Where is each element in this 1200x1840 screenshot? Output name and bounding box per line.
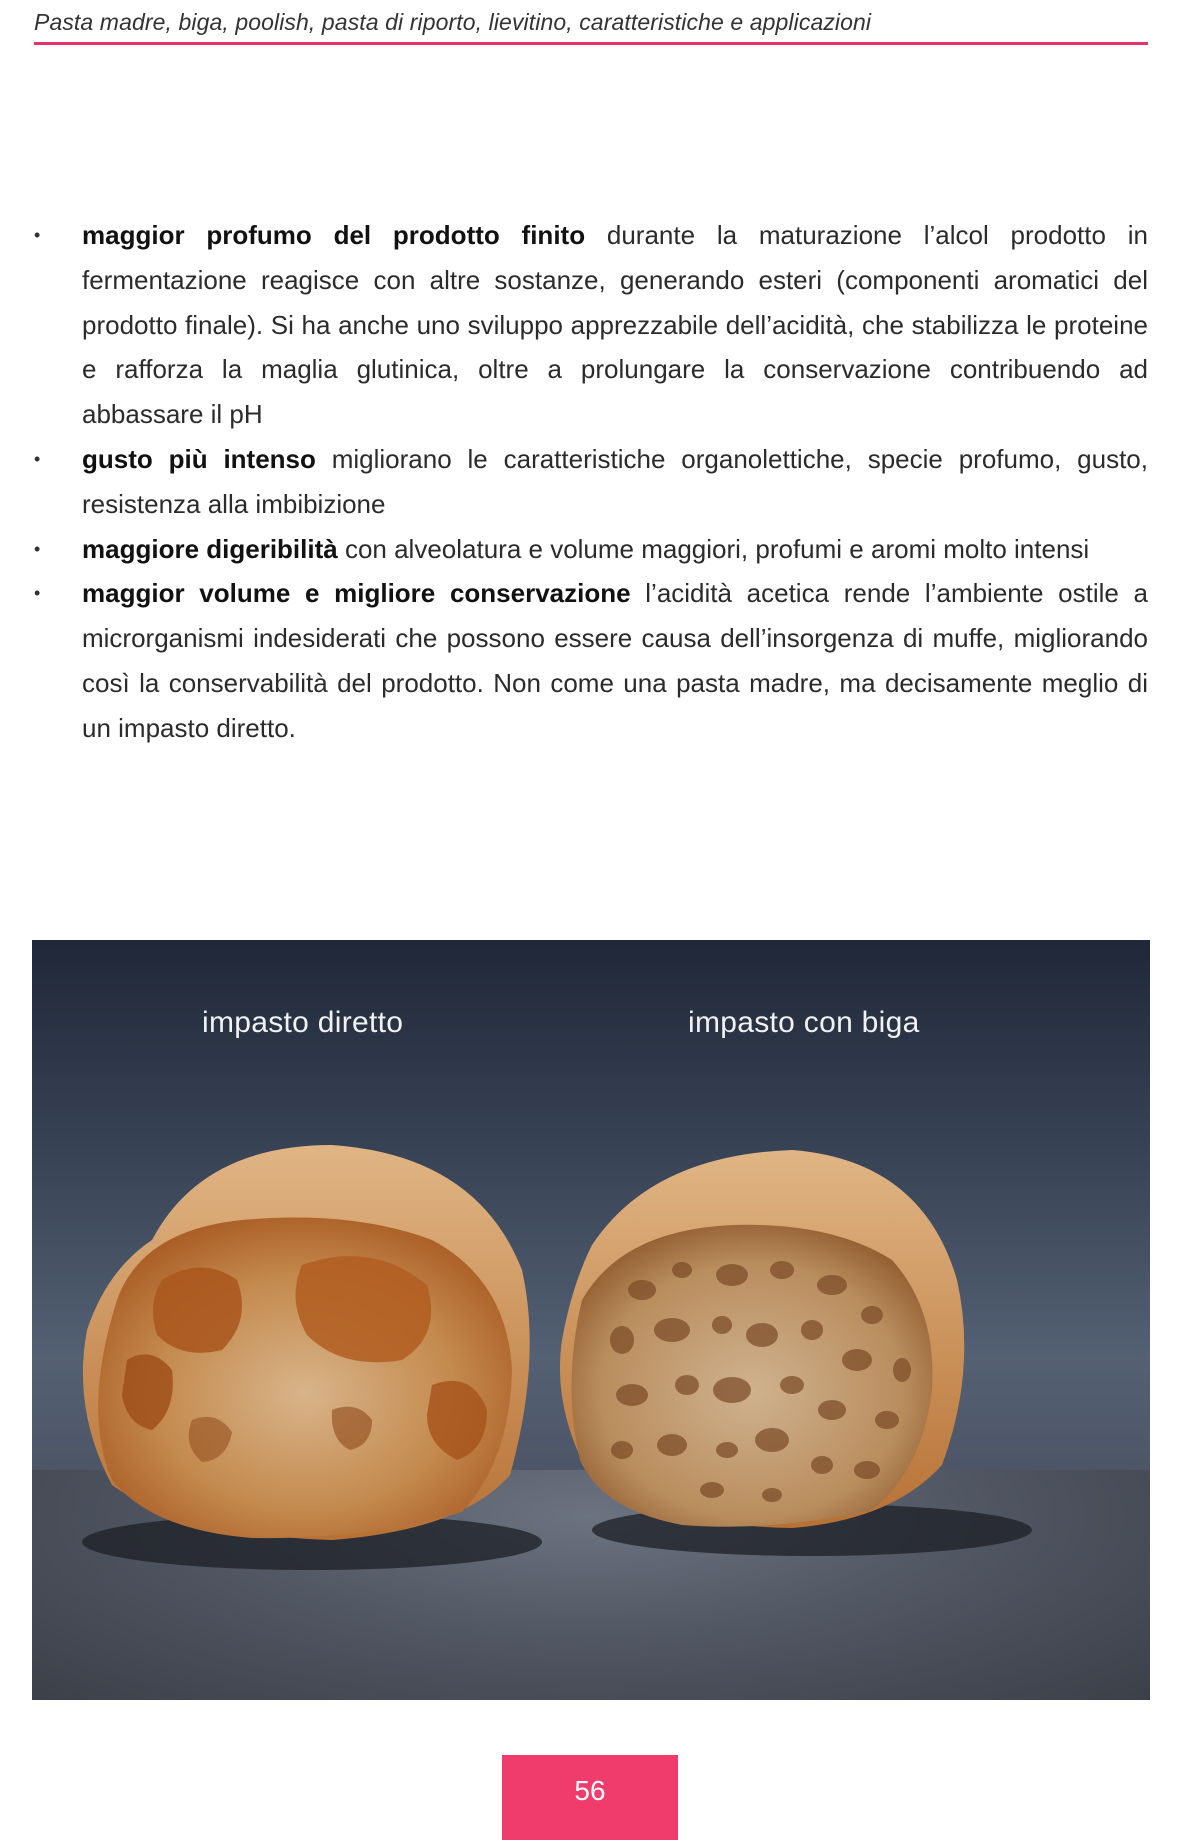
list-item bbox=[34, 213, 1148, 437]
bullet-icon: • bbox=[34, 225, 41, 245]
bullet-icon: • bbox=[34, 448, 41, 469]
bullet-icon: • bbox=[34, 538, 41, 559]
benefit-text: durante la maturazione l’alcol prodotto in fermentazione reagisce con altre sostanze, generando esteri (componenti aromatici del prodotto finale). Si ha anche uno sviluppo apprezzabile dell’acidità, che stabilizza le proteine e rafforza la maglia glutinica, oltre a prolungare la conservazione contribuendo ad abbassare il pH bbox=[82, 220, 1148, 430]
benefit-text: migliorano le caratteristiche organolettiche, specie profumo, gusto, resistenza alla imbibizione bbox=[82, 443, 1148, 519]
list-item bbox=[34, 527, 1148, 572]
running-header-title: Pasta madre, biga, poolish, pasta di riporto, lievitino, caratteristiche e applicazioni bbox=[34, 9, 872, 35]
bread-illustration bbox=[32, 940, 1150, 1700]
benefit-term: maggior profumo del prodotto finito bbox=[82, 220, 586, 250]
benefit-term: gusto più intenso bbox=[82, 443, 316, 474]
running-header bbox=[34, 6, 1148, 45]
bullet-icon: • bbox=[34, 583, 41, 604]
bread-hole-left bbox=[153, 1268, 242, 1353]
photo-label-left: impasto diretto bbox=[202, 1006, 404, 1039]
bread-crumb-right bbox=[571, 1225, 932, 1527]
benefit-term: maggiore digeribilità bbox=[82, 533, 338, 564]
benefit-text: con alveolatura e volume maggiori, profumi e aromi molto intensi bbox=[337, 533, 1090, 564]
list-item bbox=[34, 437, 1148, 527]
list-item bbox=[34, 571, 1148, 750]
photo-label-right: impasto con biga bbox=[688, 1006, 920, 1039]
page-number-box bbox=[502, 1755, 678, 1840]
benefits-list bbox=[34, 213, 1148, 751]
benefit-text: l’acidità acetica rende l’ambiente ostile a microrganismi indesiderati che possono essere causa dell’insorgenza di muffe, migliorando così la conservabilità del prodotto. Non come una pasta madre, ma decisamente meglio di un impasto diretto. bbox=[82, 578, 1148, 743]
benefit-term: maggior volume e migliore conservazione bbox=[82, 578, 631, 609]
page-number: 56 bbox=[574, 1775, 606, 1806]
bread-comparison-photo bbox=[32, 940, 1150, 1700]
